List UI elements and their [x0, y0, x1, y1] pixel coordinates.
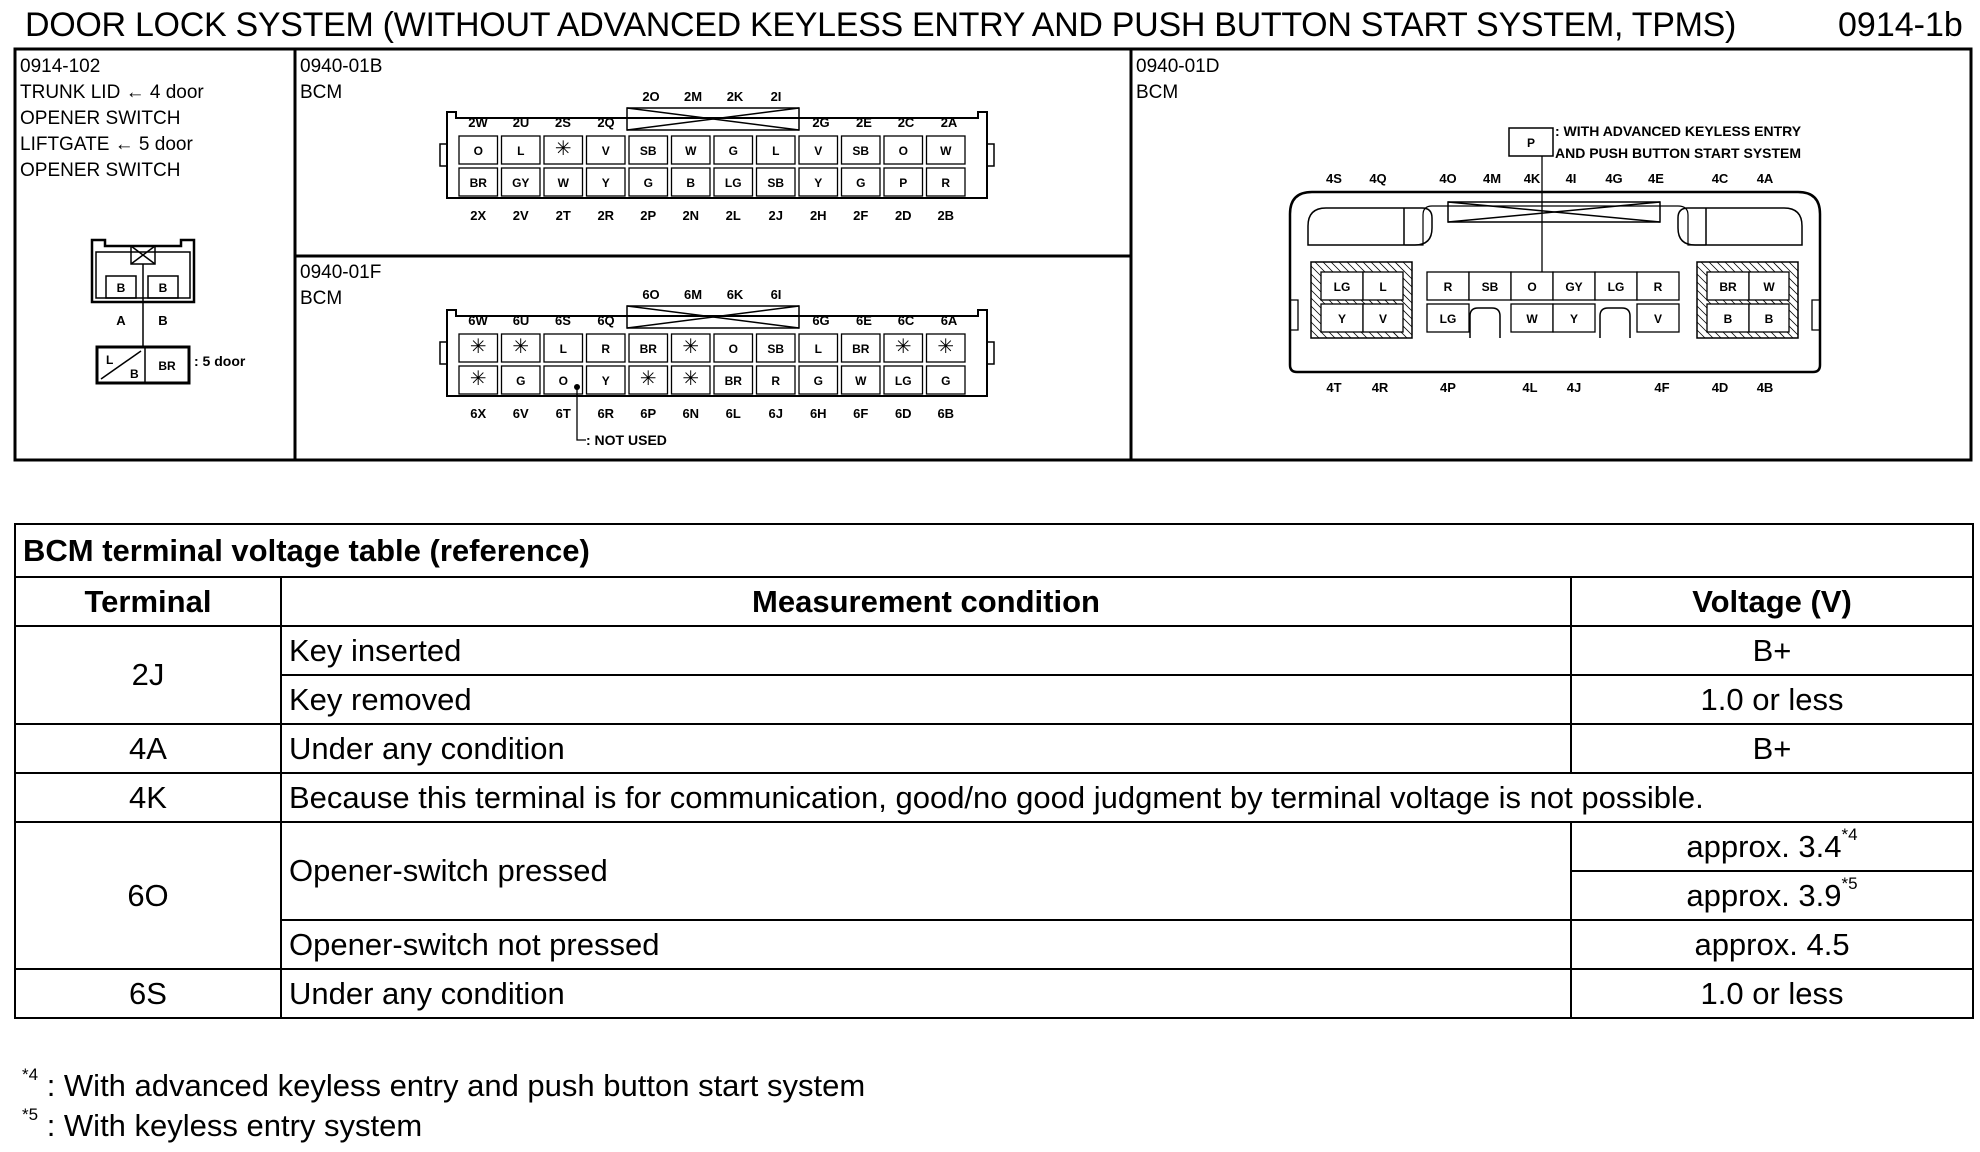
pin-label: 4Q	[1369, 171, 1387, 186]
terminal-value: Y	[1569, 312, 1579, 326]
connector-code: 0940-01F	[300, 262, 382, 283]
pin-label: 2M	[683, 89, 703, 104]
connector-0940-01f	[300, 262, 994, 448]
pin-label: 4C	[1711, 171, 1729, 186]
terminal-value: V	[814, 144, 823, 158]
pin-label: 6D	[894, 406, 912, 421]
header-condition: Measurement condition	[281, 577, 1571, 626]
terminal-value: W	[557, 176, 569, 190]
terminal-value: SB	[639, 144, 657, 158]
connector-0914-102	[20, 56, 246, 383]
voltage-cell	[1571, 871, 1973, 920]
terminal-cell: 6S	[15, 969, 281, 1018]
connector-name: BCM	[300, 82, 343, 103]
terminal-value: B	[1764, 312, 1774, 326]
terminal-value: LG	[1439, 312, 1457, 326]
pin-label: 2J	[768, 208, 783, 223]
terminal-value: L	[814, 342, 822, 356]
pin-label: 2E	[856, 115, 872, 130]
five-door-note: : 5 door	[194, 353, 246, 369]
terminal-value: SB	[1481, 280, 1499, 294]
table-row	[15, 920, 1973, 969]
voltage-cell: 1.0 or less	[1571, 969, 1973, 1018]
terminal-value: O	[728, 342, 738, 356]
pin-label: 6X	[470, 406, 487, 421]
pin-label: B	[158, 313, 168, 328]
key-notch	[1600, 308, 1630, 338]
footnote-text: : With keyless entry system	[38, 1108, 423, 1143]
pin-label: 4K	[1523, 171, 1541, 186]
condition-cell: Opener-switch not pressed	[281, 920, 1571, 969]
pin-label: 4D	[1711, 380, 1729, 395]
pin-label: 2B	[937, 208, 955, 223]
header-terminal: Terminal	[15, 577, 281, 626]
voltage-value: approx. 3.9	[1686, 877, 1842, 913]
terminal-value: SB	[767, 176, 785, 190]
terminal-value: BR	[1719, 280, 1737, 294]
terminal-value: R	[1653, 280, 1663, 294]
terminal-value: O	[1527, 280, 1537, 294]
pin-label: 2I	[770, 89, 782, 104]
pin-label: 4E	[1648, 171, 1664, 186]
housing-slot	[1678, 208, 1802, 245]
terminal-value: BR	[724, 374, 742, 388]
terminal-value: BR	[639, 342, 657, 356]
terminal-value: Y	[601, 176, 610, 190]
table-title: BCM terminal voltage table (reference)	[15, 524, 1973, 577]
pin-label: 4S	[1326, 171, 1342, 186]
terminal-value: SB	[852, 144, 870, 158]
pin-label: 2L	[725, 208, 741, 223]
pin-label: 2A	[940, 115, 958, 130]
footnote-ref: *4	[1841, 824, 1858, 844]
terminal-value: ✳	[894, 336, 912, 358]
pin-label: 6B	[937, 406, 955, 421]
pin-label: 4P	[1440, 380, 1456, 395]
voltage-cell: 1.0 or less	[1571, 675, 1973, 724]
pin-label: 6A	[940, 313, 958, 328]
pin-label: 6I	[770, 287, 782, 302]
pin-label: 6C	[897, 313, 915, 328]
pin-label: 2W	[468, 115, 488, 130]
voltage-cell: B+	[1571, 724, 1973, 773]
pin-label: 2S	[555, 115, 571, 130]
pin-label: 4T	[1326, 380, 1342, 395]
pin-label: 6M	[683, 287, 703, 302]
terminal-value: G	[856, 176, 866, 190]
condition-cell: Under any condition	[281, 724, 1571, 773]
terminal-grid	[1321, 171, 1789, 395]
pin-label: 2H	[809, 208, 827, 223]
pin-label: 6S	[555, 313, 571, 328]
terminal-value: R	[1443, 280, 1453, 294]
connector-code: 0940-01D	[1136, 56, 1220, 77]
terminal-value: BR	[469, 176, 487, 190]
pin-label: 6U	[512, 313, 530, 328]
condition-cell: Under any condition	[281, 969, 1571, 1018]
table-row	[15, 626, 1973, 675]
housing-slot	[1308, 208, 1432, 245]
terminal-value: V	[1653, 312, 1663, 326]
voltage-cell	[1571, 822, 1973, 871]
pin-label: 6F	[853, 406, 869, 421]
terminal-value: ✳	[937, 336, 955, 358]
table-row	[15, 969, 1973, 1018]
terminal-value: V	[1378, 312, 1388, 326]
pin-label: 6G	[812, 313, 830, 328]
terminal-value: W	[1526, 312, 1538, 326]
terminal-value: W	[940, 144, 952, 158]
connector-code: 0914-102	[20, 56, 101, 77]
voltage-value: approx. 3.4	[1686, 828, 1842, 864]
terminal-value: O	[898, 144, 908, 158]
terminal-value: ✳	[639, 368, 657, 390]
pin-label: A	[116, 313, 126, 328]
terminal-value: GY	[512, 176, 530, 190]
legend-text: AND PUSH BUTTON START SYSTEM	[1555, 145, 1802, 161]
pin-label: 4B	[1756, 380, 1774, 395]
terminal-value: L	[559, 342, 567, 356]
pin-label: 2D	[894, 208, 912, 223]
table-header-row	[15, 577, 1973, 626]
legend-text: : WITH ADVANCED KEYLESS ENTRY	[1555, 123, 1802, 139]
pin-label: 6K	[726, 287, 744, 302]
pin-label: 2U	[512, 115, 530, 130]
connector-line: TRUNK LID ← 4 door	[20, 82, 204, 103]
terminal-cell: 6O	[15, 822, 281, 969]
terminal-value: SB	[767, 342, 785, 356]
terminal-value: R	[771, 374, 781, 388]
footnote-ref: *5	[1841, 873, 1858, 893]
pin-label: 6H	[809, 406, 827, 421]
pin-label: 4R	[1371, 380, 1389, 395]
terminal-value: Y	[1337, 312, 1347, 326]
terminal-value: R	[941, 176, 951, 190]
connector-name: BCM	[1136, 82, 1179, 103]
pin-label: 2F	[853, 208, 869, 223]
not-used-leader	[577, 387, 586, 440]
header-voltage: Voltage (V)	[1571, 577, 1973, 626]
pin-label: 2T	[555, 208, 571, 223]
terminal-value: L	[1379, 280, 1387, 294]
table-row	[15, 675, 1973, 724]
voltage-cell: B+	[1571, 626, 1973, 675]
side-tab	[987, 342, 994, 364]
condition-cell: Key inserted	[281, 626, 1571, 675]
pin-label: 4A	[1756, 171, 1774, 186]
connector-name: BCM	[300, 288, 343, 309]
not-used-note: : NOT USED	[586, 432, 667, 448]
condition-cell: Key removed	[281, 675, 1571, 724]
pin-label: 4J	[1566, 380, 1582, 395]
pin-label: 2R	[597, 208, 615, 223]
footnote	[22, 1105, 423, 1144]
terminal-value: G	[941, 374, 951, 388]
condition-cell: Opener-switch pressed	[281, 822, 1571, 920]
pin-label: 6J	[768, 406, 783, 421]
pin-label: 2V	[512, 208, 529, 223]
terminal-value: L	[517, 144, 525, 158]
pin-label: 2G	[812, 115, 830, 130]
terminal-value: V	[601, 144, 610, 158]
pin-label: 6W	[468, 313, 488, 328]
legend-cell: P	[1526, 136, 1536, 150]
terminal-value: LG	[1333, 280, 1351, 294]
terminal-value: W	[685, 144, 697, 158]
pin-label: 4L	[1522, 380, 1538, 395]
side-tab	[440, 144, 447, 166]
pin-label: 6V	[512, 406, 529, 421]
pin-label: 6O	[642, 287, 660, 302]
connector-line: OPENER SWITCH	[20, 160, 181, 181]
footnote-mark: *4	[22, 1065, 39, 1084]
terminal-grid	[459, 136, 965, 223]
terminal-value: O	[473, 144, 483, 158]
footnote	[22, 1065, 866, 1104]
connector-0940-01b	[300, 56, 994, 223]
cell-label: L	[106, 353, 114, 367]
footnote-text: : With advanced keyless entry and push button start system	[38, 1068, 866, 1103]
pin-label: 2X	[470, 208, 487, 223]
cell-label: B	[116, 281, 126, 295]
terminal-value: ✳	[469, 368, 487, 390]
terminal-value: B	[686, 176, 696, 190]
terminal-cell: 4K	[15, 773, 281, 822]
page-code: 0914-1b	[1838, 6, 1963, 44]
key-notch	[1470, 308, 1500, 338]
pin-label: 6T	[555, 406, 571, 421]
terminal-value: G	[516, 374, 526, 388]
condition-cell: Because this terminal is for communication, good/no good judgment by terminal voltage is not possible.	[281, 773, 1973, 822]
terminal-cell: 4A	[15, 724, 281, 773]
terminal-value: G	[813, 374, 823, 388]
pin-label: 6R	[597, 406, 615, 421]
terminal-value: O	[558, 374, 568, 388]
pin-label: 2O	[642, 89, 660, 104]
terminal-value: ✳	[554, 138, 572, 160]
pin-label: 2K	[726, 89, 744, 104]
terminal-value: W	[855, 374, 867, 388]
pin-label: 6E	[856, 313, 872, 328]
terminal-value: R	[601, 342, 611, 356]
connector-code: 0940-01B	[300, 56, 383, 77]
terminal-value: Y	[601, 374, 610, 388]
footnote-mark: *5	[22, 1105, 39, 1124]
terminal-value: BR	[852, 342, 870, 356]
pin-label: 6P	[640, 406, 657, 421]
pin-label: 2N	[682, 208, 700, 223]
terminal-grid	[459, 334, 965, 421]
terminal-value: ✳	[682, 336, 700, 358]
pin-label: 2P	[640, 208, 657, 223]
cell-label: BR	[158, 359, 176, 373]
terminal-value: LG	[724, 176, 742, 190]
terminal-value: LG	[1607, 280, 1625, 294]
pin-label: 6N	[682, 406, 700, 421]
terminal-value: L	[772, 144, 780, 158]
cell-label: B	[158, 281, 168, 295]
cell-label: B	[130, 367, 139, 381]
pin-label: 4M	[1482, 171, 1502, 186]
terminal-value: ✳	[469, 336, 487, 358]
terminal-value: G	[728, 144, 738, 158]
connector-0940-01d	[1136, 56, 1820, 395]
pin-label: 4O	[1439, 171, 1457, 186]
pin-label: 2C	[897, 115, 915, 130]
pin-label: 2Q	[597, 115, 615, 130]
terminal-value: W	[1763, 280, 1775, 294]
pin-label: 4G	[1605, 171, 1623, 186]
terminal-value: GY	[1565, 280, 1583, 294]
terminal-cell: 2J	[15, 626, 281, 724]
terminal-value: ✳	[512, 336, 530, 358]
terminal-value: B	[1723, 312, 1733, 326]
table-row	[15, 822, 1973, 871]
voltage-table	[14, 523, 1974, 1019]
terminal-value: G	[643, 176, 653, 190]
page-title: DOOR LOCK SYSTEM (WITHOUT ADVANCED KEYLESS ENTRY AND PUSH BUTTON START SYSTEM, TPMS)	[25, 6, 1737, 44]
connector-line: LIFTGATE ← 5 door	[20, 134, 193, 155]
terminal-value: LG	[894, 374, 912, 388]
pin-label: 4F	[1654, 380, 1670, 395]
connector-line: OPENER SWITCH	[20, 108, 181, 129]
terminal-value: Y	[814, 176, 823, 190]
pin-label: 4I	[1565, 171, 1577, 186]
table-row	[15, 724, 1973, 773]
connector-diagram	[0, 0, 1980, 470]
voltage-cell: approx. 4.5	[1571, 920, 1973, 969]
terminal-value: P	[899, 176, 908, 190]
side-tab	[987, 144, 994, 166]
pin-label: 6Q	[597, 313, 615, 328]
terminal-value: ✳	[682, 368, 700, 390]
side-tab	[440, 342, 447, 364]
pin-label: 6L	[725, 406, 741, 421]
table-row	[15, 773, 1973, 822]
